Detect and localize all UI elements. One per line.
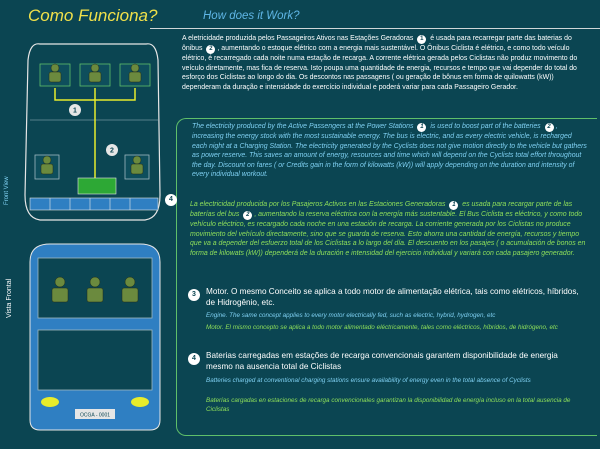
intro-en-part-a: The electricity produced by the Active Passengers at the Power Stations (192, 123, 414, 130)
section-3-number: 3 (188, 289, 200, 301)
intro-es-marker-1: 1 (449, 201, 458, 210)
section-4-number: 4 (188, 353, 200, 365)
section-4-spanish: Baterías cargadas en estaciones de recarga convencionales garantizan la disponibilidad de energía incluso en la total ausencia de Ciclistas (206, 397, 571, 413)
intro-en-part-c: , increasing the energy stock with the most sustainable energy. The bus is electric, and as every electric vehicle, is recharged each night at a Charging Station. The electricity generated by the Cyclists does not give motion directly to the vehicle but gathers as power reserve. This saves an amount of energy, resources and time which will depend on the Cyclists total effort throughout the day. Discount on fares ( or Credits gain in the form of kilowatts (kW)) will apply depending on the duration and intensity of every individual workout. (192, 123, 587, 179)
intro-es-part-a: La electricidad producida por los Pasajeros Activos en las Estaciones Generadoras (190, 201, 446, 208)
intro-pt-part-c: , aumentando o estoque elétrico com a energia mais sustentável. O Ônibus Ciclista é elétrico, e como todo veículo elétrico, é recarregado cada noite numa estação de recarga. A corrente elétrica gerada pelos Ciclistas não produz movimento do veículo diretamente, mas fica de reserva. Isto poupa uma quantidade de energia, recursos e tempo que vai depender do total do esforço dos Ciclistas ao longo do dia. Os descontos nas passagens ( ou geração de bônus em forma de quilowatts (kW)) dependeram da duração e intensidade do exercício individual e poderá variar para cada Passageiro Gerador. (182, 45, 578, 91)
intro-pt-marker-1: 1 (417, 35, 426, 44)
section-3-title: Motor. O mesmo Conceito se aplica a todo motor de alimentação elétrica, tais como elétricos, híbridos, de Hidrogênio, etc. (206, 287, 579, 307)
front-view-label: Front View (4, 176, 10, 205)
bus-front-view (30, 244, 160, 430)
marker-2: 2 (110, 147, 114, 155)
intro-pt-part-b: é usada para recarregar parte das baterias do ônibus (182, 35, 572, 52)
intro-en-marker-2: 2 (545, 123, 554, 132)
section-3-english: Engine. The same concept applies to every motor electrically fed, such as electric, hybrid, hydrogen, etc (206, 312, 496, 319)
section-3-spanish: Motor. El mismo concepto se aplica a todo motor alimentado eléctricamente, tales como eléctricos, híbridos, de hidrógeno, etc (206, 324, 558, 331)
intro-pt-part-a: A eletricidade produzida pelos Passageiros Ativos nas Estações Geradoras (182, 35, 414, 42)
intro-spanish (190, 200, 592, 258)
intro-english (192, 122, 587, 180)
page-subtitle: How does it Work? (203, 10, 300, 22)
intro-portuguese (182, 34, 582, 92)
vista-frontal-label: Vista Frontal (6, 278, 13, 318)
section-4-title: Baterias carregadas em estações de recarga convencionais garantem disponibilidade de energia mesmo na ausencia total de Ciclistas (206, 351, 558, 371)
intro-es-part-c: , aumentando la reserva eléctrica con la energía más sustentable. El Bus Ciclista es eléctrico, y como todo vehículo eléctrico, es recargado cada noche en una estación de recarga. La corriente generada por los Ciclistas no produce movimiento del vehículo directamente, sino que se guarda de reserva. Esto ahorra una cantidad de energía, recursos y tiempo que va a depender del esfuerzo total de los Ciclistas a lo largo del día. El descuento en los pasajes ( o acumulación de bonos en forma de kilowats (kW)) dependerá de la duración e intensidad del ejercicio individual y variará con cada pasajero generador. (190, 211, 586, 257)
section-4-english: Batteries charged at conventional charging stations ensure availability of energy even in the total absence of Cyclists (206, 377, 531, 384)
intro-es-marker-2: 2 (243, 211, 252, 220)
intro-en-marker-1: 1 (417, 123, 426, 132)
marker-4: 4 (165, 194, 177, 206)
intro-es-part-b: es usada para recargar parte de las baterías del bus (190, 201, 573, 218)
bus-top-view (25, 44, 160, 220)
intro-en-part-b: is used to boost part of the batteries (430, 123, 541, 130)
header-divider (150, 28, 600, 29)
intro-pt-marker-2: 2 (206, 45, 215, 54)
license-plate: OCGA - 0001 (79, 412, 111, 419)
page-title: Como Funciona? (28, 6, 158, 25)
marker-1: 1 (73, 107, 77, 115)
bus-diagram (0, 0, 175, 449)
